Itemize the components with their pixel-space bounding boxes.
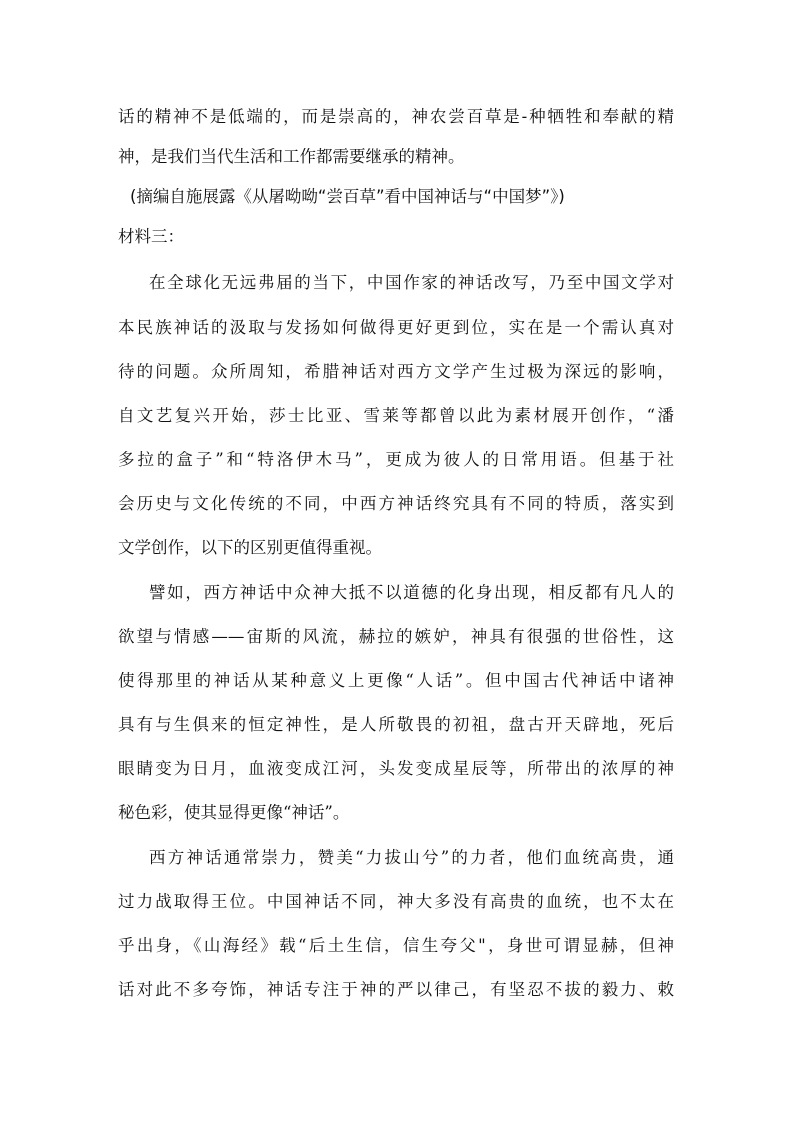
intro-line-2: 神，是我们当代生活和工作都需要继承的精神。	[118, 147, 465, 166]
intro-line-1: 话的精神不是低端的，而是崇高的，神农尝百草是-种牺牲和奉献的精	[118, 107, 674, 126]
para1-line-3: 待的问题。众所周知，希腊神话对西方文学产生过极为深远的影响，	[118, 362, 674, 381]
para3-line-3: 乎出身，《山海经》载“后土生信，信生夸父"，身世可谓显赫，但神	[118, 936, 674, 955]
para3-line-1: 西方神话通常崇力，赞美“力拔山兮”的力者，他们血统高贵，通	[149, 848, 674, 867]
para3-line-2: 过力战取得王位。中国神话不同，神大多没有高贵的血统，也不太在	[118, 892, 674, 911]
para1-line-2: 本民族神话的汲取与发扬如何做得更好更到位，实在是一个需认真对	[118, 318, 674, 337]
para2-line-1: 譬如，西方神话中众神大抵不以道德的化身出现，相反都有凡人的	[149, 583, 674, 602]
para1-line-7: 文学创作，以下的区别更值得重视。	[118, 538, 382, 557]
para1-line-1: 在全球化无远弗届的当下，中国作家的神话改写，乃至中国文学对	[149, 273, 674, 292]
para2-line-5: 眼睛变为日月，血液变成江河，头发变成星辰等，所带出的浓厚的神	[118, 759, 674, 778]
para2-line-3: 使得那里的神话从某种意义上更像“人话”。但中国古代神话中诸神	[118, 671, 674, 690]
para3-line-4: 话对此不多夸饰，神话专注于神的严以律己，有坚忍不拔的毅力、敕	[118, 980, 674, 999]
citation: (摘编自施展露《从屠呦呦“尝百草”看中国神话与“中国梦”》)	[130, 187, 565, 206]
para2-line-6: 秘色彩，使其显得更像“神话”。	[118, 803, 350, 822]
para2-line-4: 具有与生俱来的恒定神性，是人所敬畏的初祖，盘古开天辟地，死后	[118, 715, 674, 734]
para1-line-4: 自文艺复兴开始，莎士比亚、雪莱等都曾以此为素材展开创作，“潘	[118, 406, 674, 425]
para1-line-5: 多拉的盒子”和“特洛伊木马”，更成为彼人的日常用语。但基于社	[118, 450, 674, 469]
section-label: 材料三：	[118, 227, 184, 246]
para2-line-2: 欲望与情感——宙斯的风流，赫拉的嫉妒，神具有很强的世俗性，这	[118, 627, 674, 646]
para1-line-6: 会历史与文化传统的不同，中西方神话终究具有不同的特质，落实到	[118, 494, 674, 513]
